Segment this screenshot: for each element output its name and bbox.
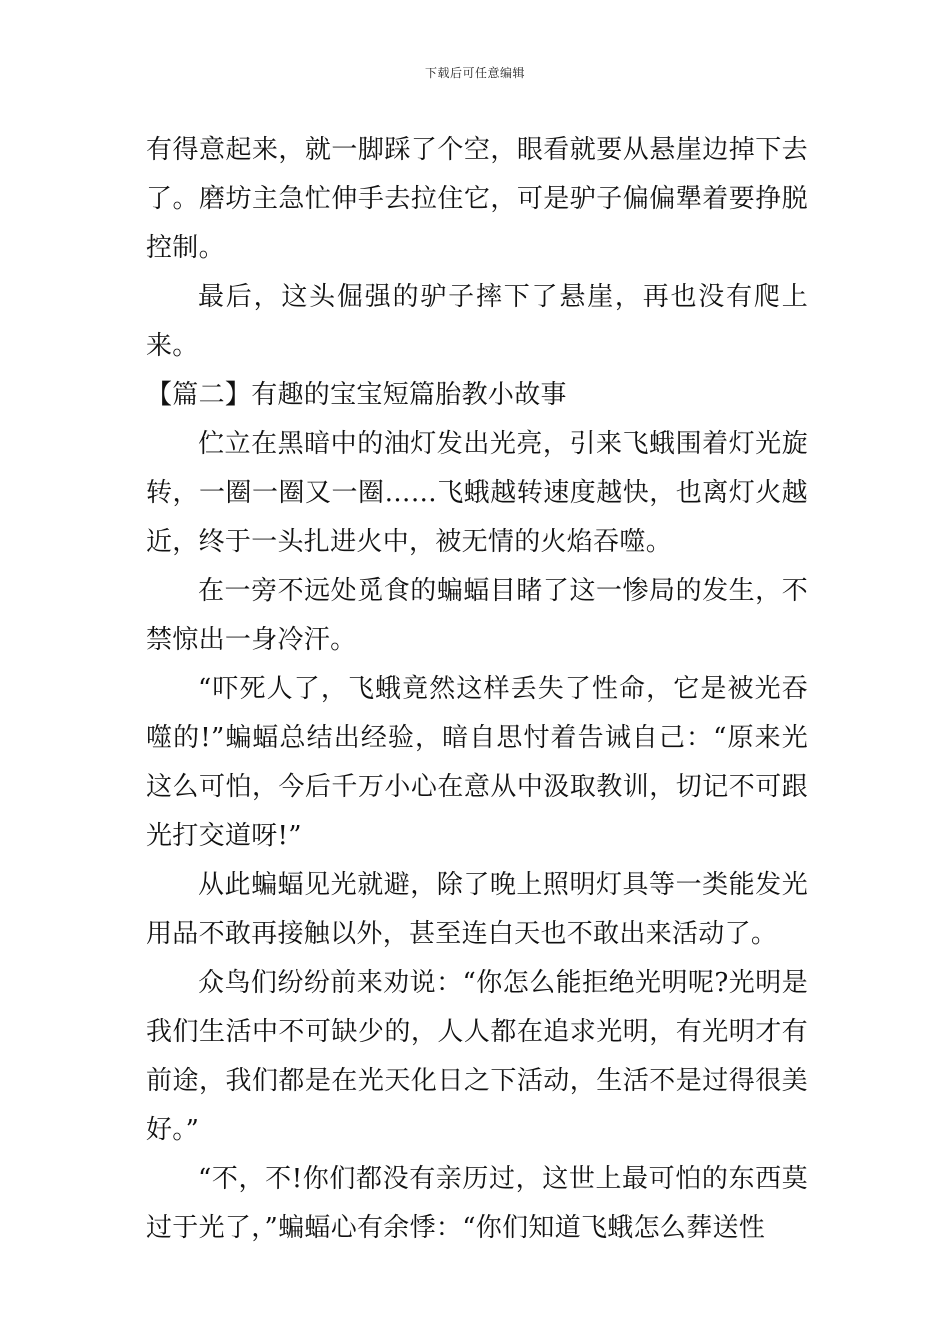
paragraph-1: 有得意起来，就一脚踩了个空，眼看就要从悬崖边掉下去了。磨坊主急忙伸手去拉住它，可是驴子偏偏犟着要挣脱控制。 — [146, 135, 808, 263]
paragraph-7: 众鸟们纷纷前来劝说：“你怎么能拒绝光明呢?光明是我们生活中不可缺少的，人人都在追求光明，有光明才有前途，我们都是在光天化日之下活动，生活不是过得很美好。” — [146, 968, 808, 1145]
document-body — [146, 126, 808, 1253]
paragraph-6: 从此蝙蝠见光就避，除了晚上照明灯具等一类能发光用品不敢再接触以外，甚至连白天也不敢出来活动了。 — [146, 870, 808, 949]
section-heading: 【篇二】有趣的宝宝短篇胎教小故事 — [146, 380, 567, 410]
paragraph-5: “吓死人了，飞蛾竟然这样丢失了性命，它是被光吞噬的!”蝙蝠总结出经验，暗自思忖着告诫自己：“原来光这么可怕，今后千万小心在意从中汲取教训，切记不可跟光打交道呀!” — [146, 674, 808, 851]
paragraph-3: 伫立在黑暗中的油灯发出光亮，引来飞蛾围着灯光旋转，一圈一圈又一圈……飞蛾越转速度越快，也离灯火越近，终于一头扎进火中，被无情的火焰吞噬。 — [146, 429, 808, 557]
page-header: 下载后可任意编辑 — [424, 66, 525, 80]
paragraph-8: “不，不!你们都没有亲历过，这世上最可怕的东西莫过于光了，”蝙蝠心有余悸：“你们知道飞蛾怎么葬送性 — [146, 1164, 808, 1243]
paragraph-4: 在一旁不远处觅食的蝙蝠目睹了这一惨局的发生，不禁惊出一身冷汗。 — [146, 576, 808, 655]
paragraph-2: 最后，这头倔强的驴子摔下了悬崖，再也没有爬上来。 — [146, 282, 808, 361]
